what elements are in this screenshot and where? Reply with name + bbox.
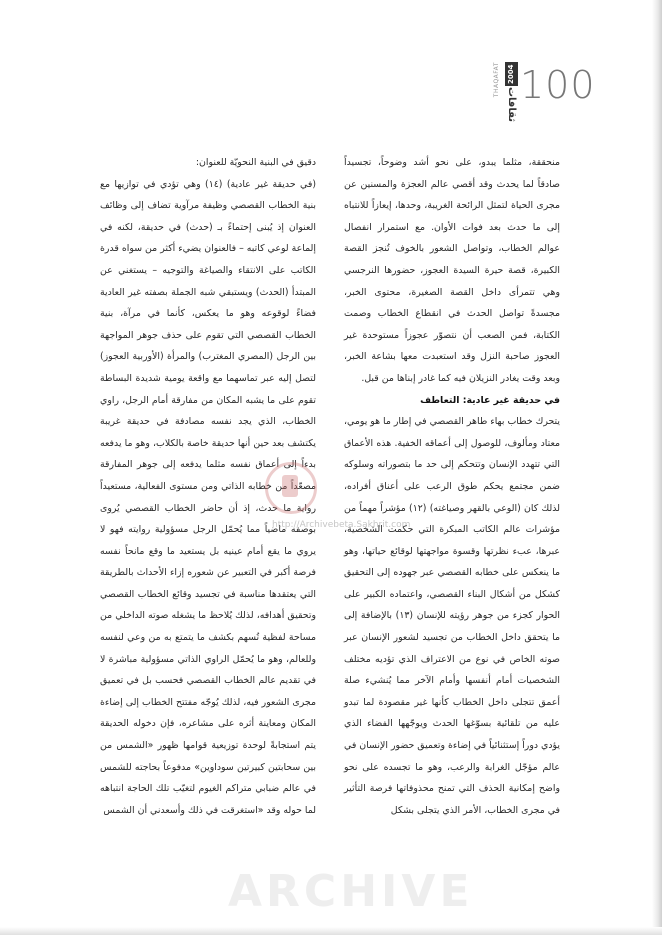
page-edge-shadow bbox=[652, 0, 662, 935]
archive-watermark-logo bbox=[265, 462, 317, 514]
archive-watermark-label: ARCHIVE bbox=[228, 866, 474, 917]
archive-watermark-url: http://Archivebeta.Sakhrit.com bbox=[272, 520, 411, 530]
paragraph: (في حديقة غير عادية) (١٤) وهي تؤدي في توازيها مع بنية الخطاب القصصي وظيفة مرآوية تضاف إلى وظائف العنوان إذ يُبنى إحتماءً بـ (حدث) في حديقة، لكنه في إلماعة لوعي كاتبه – فالعنوان يضيء أكثر من سواه قدرة الكاتب على الانتقاء والصياغة والتوجيه – يستغني عن المبتدأ (الحدث) ويستبقي شبه الجملة بصفته غير العادية فضاءً لوقوعه وهو ما يعكس، كأنما في مرآة، بنية الخطاب القصصي التي تقوم على حذف جوهر المواجهة بين الرجل (المصري المغترب) والمرأة (الأوربية العجوز) لتصل إليه عبر تماسهما مع واقعة يومية شديدة البساطة تقوم على ما يشبه المكان من مفارقة أمام الرجل، راوي الخطاب، الذي يجد نفسه مصادفة في حديقة غريبة يكتشف بعد حين أنها حديقة خاصة بالكلاب، وهو ما يدفعه بدءاً إلى أعماق نفسه مثلما يدفعه إلى جوهر المفارقة مصعّداً من خطابه الذاتي ومن مستوى الفعالية، مستعيداً رواية ما حدث، إذ أن حاضر الخطاب القصصي يُروى بوصفه ماضياً مما يُحمّل الرجل مسؤولية روايته فهو لا يروي ما يقع أمام عينيه بل يستعيد ما وقع مانحاً نفسه فرصة أكبر في التعبير عن شعوره إزاء الأحداث بالطريقة التي يعتقدها مناسبة في تجسيد وقائع الخطاب القصصي وتحقيق أهدافه، لذلك يُلاحظ ما يشغله صوته الداخلي من مساحة لفظية تُسهم بكشف ما يتمتع به من وعي لنفسه وللعالم، وهو ما يُحمّل الراوي الذاتي مسؤولية مباشرة لا في تقديم عالم الخطاب القصصي فحسب بل في تعميق مجرى الشعور فيه، لذلك يُوجّه مفتتح الخطاب إلى إضاءة المكان ومعاينة أثره على مشاعره، فإن دخوله الحديقة يتم استجابةً لوحدة توزيعية قوامها ظهور «الشمس من بين سحابتين كبيرتين سوداوين» مدفوعاً بحاجته للشمس في عالم ضبابي متراكم الغيوم لتغيّب تلك الحاجة انتباهه لما حوله وقد «استغرقت في ذلك وأسعدني أن الشمس bbox=[100, 178, 316, 816]
magazine-latin-name: THAQAFAT bbox=[493, 62, 500, 98]
magazine-title: ثقافات bbox=[506, 87, 517, 123]
paragraph: دقيق في البنية النحويّة للعنوان: bbox=[195, 157, 316, 168]
page-bottom-shadow bbox=[0, 927, 662, 935]
paragraph: منحققة، مثلما يبدو، على نحو أشد وضوحاً، تجسيداً صادقاً لما يحدث وقد أقصي عالم العجزة والمسنين عن مجرى الحياة لتمثل الرائحة الغريبة، وحدها، إيعازاً للانتباه إلى ما حدث بعد فوات الأوان. مع استمرار انفصال عوالم الخطاب، وتواصل الشعور بالخوف تُنجز القصة الكبيرة، قصة حيرة السيدة العجوز، حضورها النرجسي وهي تتمرأى داخل القصة الصغيرة، محتوى الخبر، مجسدةً تواصل الحدث في انقطاع الخطاب وصمت الكتابة، فمن الصعب أن نتصوّر عجوزاً مستوحدة غير العجوز صاحبة النزل وقد استعبدت معها بشاعة الخبر، وبعد وقت يغادر النزيلان فيه كما غادر إبناها من قبل. bbox=[344, 157, 560, 384]
section-subheading: في حديقة غير عادية: التعاطف bbox=[420, 394, 560, 406]
page-number: 100 bbox=[520, 63, 596, 107]
right-column bbox=[344, 152, 560, 821]
paragraph: يتحرك خطاب بهاء طاهر القصصي في إطار ما هو يومي، معتاد ومألوف، للوصول إلى أعماقه الخفية. هذه الأعماق التي تتهدد الإنسان وتتحكم إلى حد ما بتصوراته وسلوكه ضمن مجتمع يحكم طوق الرعب على أعناق أفراده، لذلك كان (الوعي بالقهر وصياغته) (١٢) مؤشراً مهماً من مؤشرات عالم الكاتب المبكرة التي حكمت الشخصية، عبرها، عبء نظرتها وقسوة مواجهتها لوقائع حياتها، وهو ما ينعكس على خطابه القصصي عبر جهوده إلى التحقيق كشكل من أشكال البناء القصصي، واعتماده الكبير على الحوار كجزء من جوهر رؤيته للإنسان (١٣) بالإضافة إلى ما يتحقق داخل الخطاب من تجسيد لشعور الإنسان عبر صوته الخاص في نوع من الاعتراف الذي تؤديه مختلف الشخصيات أمام أنفسها وأمام الآخر مما يُنشيء صلة أعمق تتجلى داخل الخطاب كأنها غير مقصودة لما تبدو عليه من تلقائية بسوّغها الحدث ويوجّهها الفضاء الذي يؤدي دوراً إستثنائياً في إضاءة وتعميق حضور الإنسان في عالم مؤجّل الغرابة والرعب، وهو ما تجسده على نحو واضح إمكانية الحذف التي تمنح محذوفاتها فرصة التأثير في مجرى الخطاب، الأمر الذي يتجلى بشكل bbox=[343, 416, 561, 816]
issue-year: 2004 bbox=[505, 62, 518, 86]
magazine-brand bbox=[505, 62, 518, 123]
